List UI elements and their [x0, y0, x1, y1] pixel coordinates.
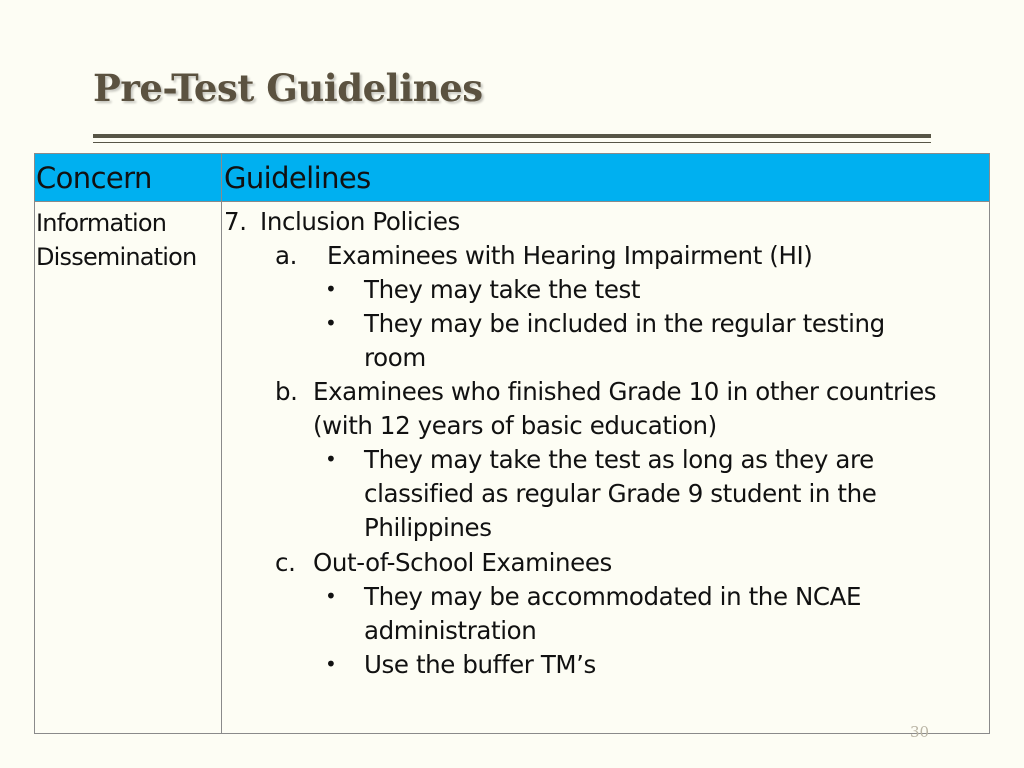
sub-item-b-text-line-2: (with 12 years of basic education)	[313, 411, 717, 440]
sub-item-c-bullet-2: Use the buffer TM’s	[364, 650, 596, 679]
sub-item-b-text-line-1: Examinees who finished Grade 10 in other countries	[313, 377, 937, 406]
bullet-icon: •	[325, 311, 337, 335]
sub-item-a-bullet-1: They may take the test	[364, 275, 641, 304]
sub-item-c-bullet-1-line-1: They may be accommodated in the NCAE	[364, 582, 862, 611]
sub-item-c-marker: c.	[275, 548, 296, 577]
sub-item-b-bullet-1-line-2: classified as regular Grade 9 student in the	[364, 479, 877, 508]
concern-line-1: Information	[36, 209, 167, 237]
bullet-icon: •	[325, 447, 337, 471]
concern-line-2: Dissemination	[36, 243, 197, 271]
sub-item-a-bullet-2-line-2: room	[364, 343, 426, 372]
sub-item-b-bullet-1-line-3: Philippines	[364, 513, 492, 542]
guidelines-table	[34, 153, 990, 734]
header-guidelines: Guidelines	[224, 161, 371, 195]
slide-title: Pre-Test Guidelines	[93, 66, 483, 110]
sub-item-a-bullet-2-line-1: They may be included in the regular testing	[364, 309, 885, 338]
title-underline-thick	[93, 134, 931, 138]
header-divider	[35, 201, 989, 202]
bullet-icon: •	[325, 584, 337, 608]
sub-item-a-text: Examinees with Hearing Impairment (HI)	[327, 241, 813, 270]
title-underline-thin	[93, 142, 931, 143]
sub-item-b-bullet-1-line-1: They may take the test as long as they are	[364, 445, 874, 474]
sub-item-a-marker: a.	[275, 241, 298, 270]
table-header-row	[35, 154, 989, 201]
page-number: 30	[910, 723, 930, 741]
bullet-icon: •	[325, 652, 337, 676]
column-divider	[221, 154, 222, 733]
item-title: Inclusion Policies	[260, 207, 460, 236]
item-number: 7.	[224, 207, 247, 236]
sub-item-b-marker: b.	[275, 377, 298, 406]
header-concern: Concern	[36, 161, 152, 195]
concern-cell	[36, 206, 196, 274]
sub-item-c-text: Out-of-School Examinees	[313, 548, 612, 577]
sub-item-c-bullet-1-line-2: administration	[364, 616, 537, 645]
bullet-icon: •	[325, 277, 337, 301]
